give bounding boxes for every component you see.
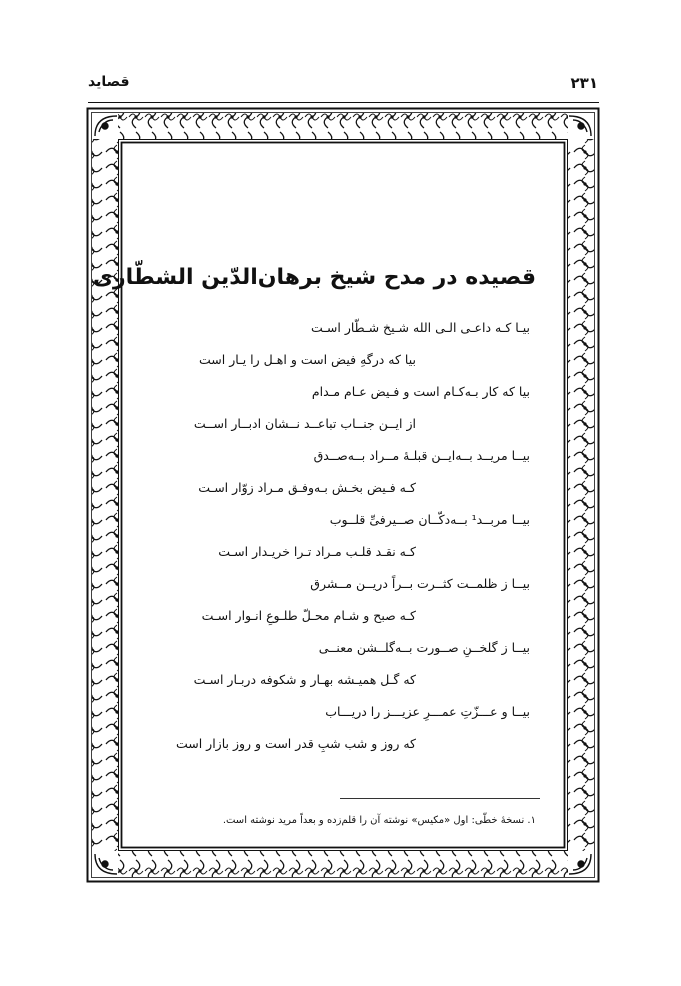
footnote-rule <box>340 798 540 799</box>
section-title: قصاید <box>88 74 130 90</box>
verse-line: بیــا ز گلخــنِ صــورت بــه‌گلــشن معنــی <box>318 640 530 655</box>
poem-title: قصیده در مدح شیخ برهان‌الدّین الشطّاری <box>92 265 536 290</box>
verse-line: از ایــن جنــاب تباعــد نــشان ادبــار اســت <box>193 416 416 431</box>
verse-line: کـه فـیض بخـش بـه‌وفـق مـراد زوّار اسـت <box>198 480 416 495</box>
verse-line: بیــا مربــد¹ بــه‌دکّــان صــیرفیِّ قلــوب <box>329 512 530 527</box>
verse-line: بیــا و عـــزّتِ عمـــرِ عزیـــز را دریـــاب <box>325 704 530 719</box>
footnote: ۱. نسخهٔ خطّی: اول «مکیس» نوشته آن را قلم‌زده و بعداً مرید نوشته است. <box>222 815 536 826</box>
verse-line: بیــا مریــد بــه‌ایــن قبلـهٔ مــراد بــه‌صــدق <box>313 448 530 463</box>
verse-line: بیا که کار بـه‌کـام است و فـیض عـام مـدام <box>311 384 530 399</box>
verse-line: بیــا ز ظلمــت کثــرت بــراً دریــن مــشرق <box>310 576 530 591</box>
page-content <box>92 120 564 860</box>
verse-line: بیـا کـه داعـی الـی الله شـیخ شـطّار اسـت <box>310 320 530 335</box>
verse-line: بیا که درگهِ فیض است و اهـل را یـار است <box>199 352 416 367</box>
verse-line: کـه صبح و شـام محـلّ طلـوعِ انـوار اسـت <box>201 608 416 623</box>
verse-line: که روز و شب شبِ قدر است و روز بازار است <box>175 736 416 751</box>
verse-line: کـه نقـد قلـب مـراد تـرا خریـدار اسـت <box>218 544 416 559</box>
verse-line: که گـل همیـشه بهـار و شکوفه دربـار اسـت <box>193 672 416 687</box>
page-number: ۲۳۱ <box>570 74 598 92</box>
